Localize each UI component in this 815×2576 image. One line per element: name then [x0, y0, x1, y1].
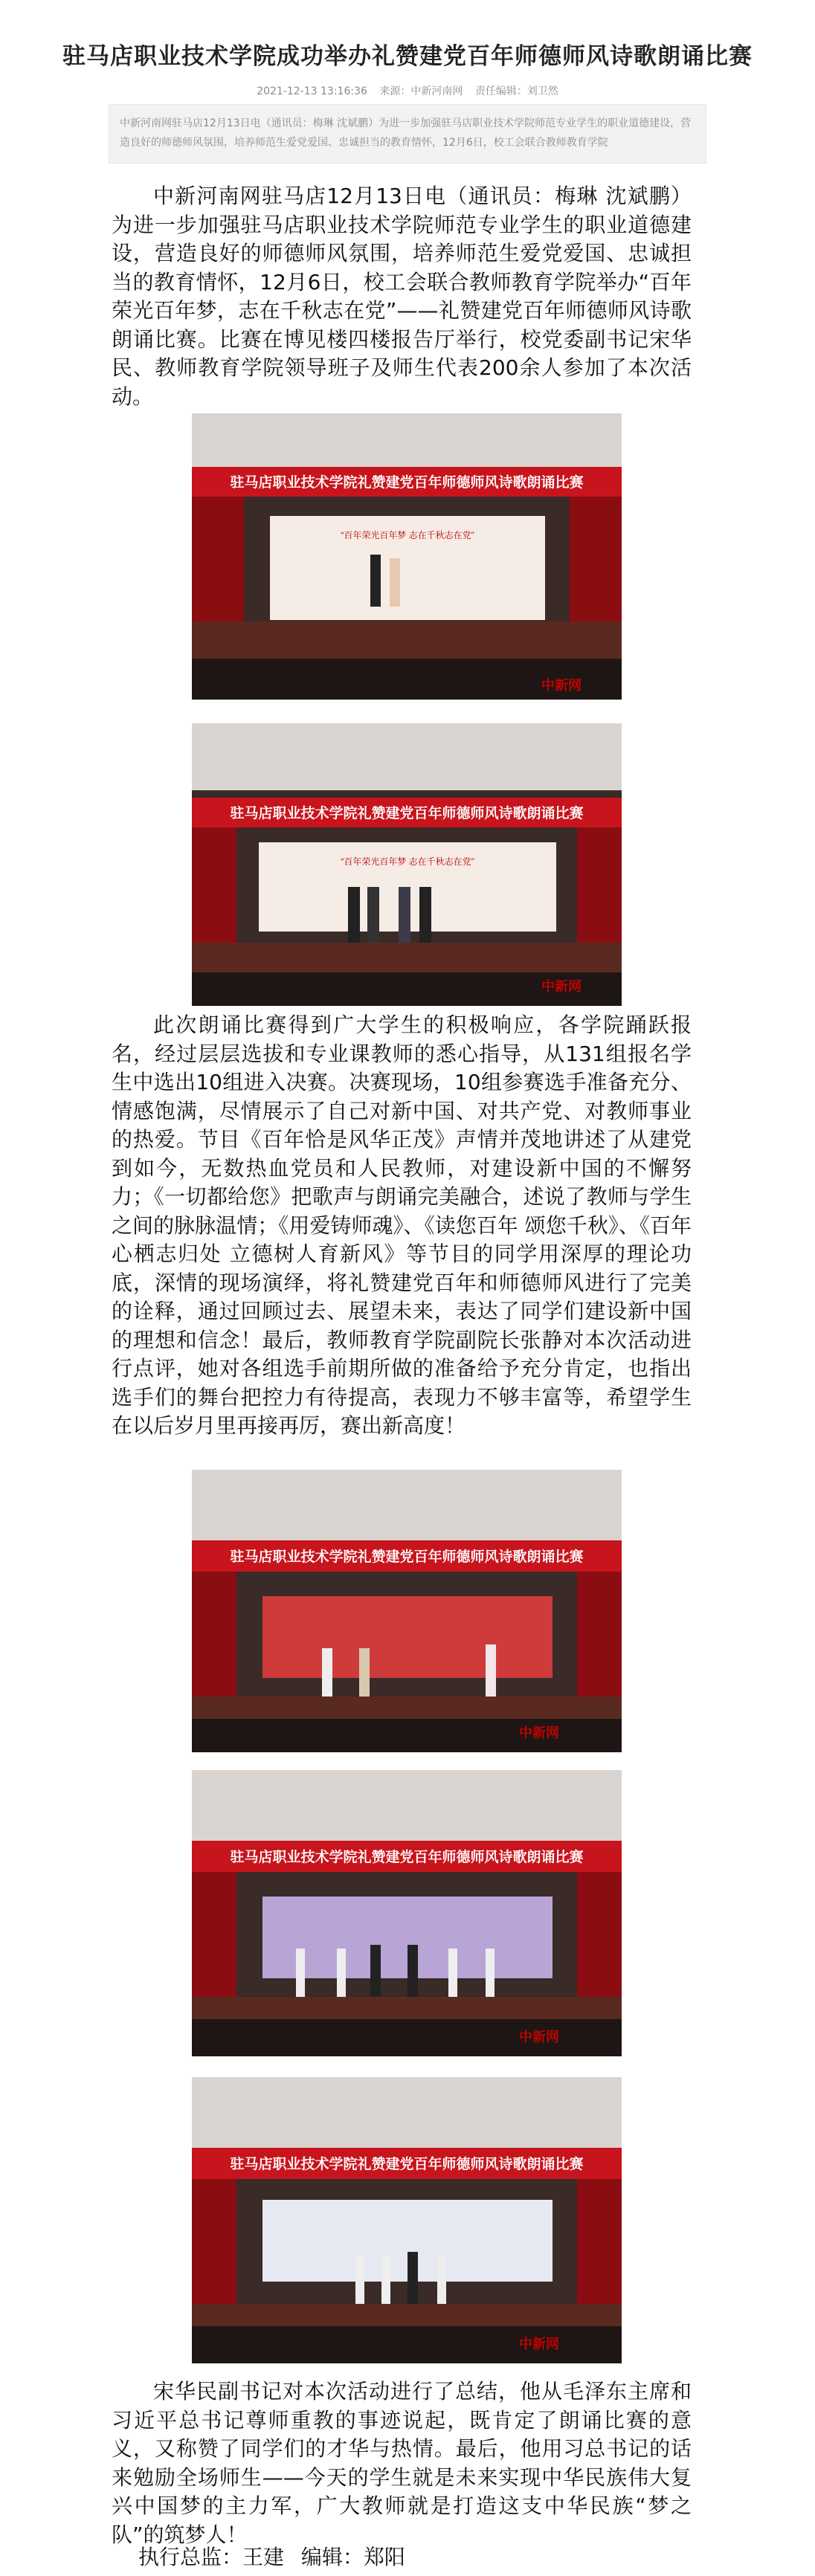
slide-text: “百年荣光百年梦 志在千秋志在党” [341, 856, 474, 867]
article-title: 驻马店职业技术学院成功举办礼赞建党百年师德师风诗歌朗诵比赛 [62, 43, 753, 70]
watermark: 中新网 [519, 2337, 559, 2352]
event-photo-3 [192, 1470, 622, 1752]
article-meta [0, 83, 815, 98]
chief-editor: 执行总监：王建 [138, 2545, 285, 2569]
watermark: 中新网 [519, 2030, 559, 2045]
performer [370, 555, 381, 607]
watermark: 中新网 [541, 979, 582, 995]
event-photo-5 [192, 2077, 622, 2363]
banner-text: 驻马店职业技术学院礼赞建党百年师德师风诗歌朗诵比赛 [230, 2157, 584, 2172]
paragraph-competition: 此次朗诵比赛得到广大学生的积极响应，各学院踊跃报名，经过层层选拔和专业课教师的悉心指导，从131组报名学生中选出10组进入决赛。决赛现场，10组参赛选手准备充分、情感饱满，尽情展示了自己对新中国、对共产党、对教师事业的热爱。节目《百年恰是风华正茂》声情并茂地讲述了从建党到如今，无数热血党员和人民教师，对建设新中国的不懈努力；《一切都给您》把歌声与朗诵完美融合，述说了教师与学生之间的脉脉温情；《用爱铸师魂》、《读您百年 颂您千秋》、《百年心栖志归处 立德树人育新风》等节目的同学用深厚的理论功底，深情的现场演绎，将礼赞建党百年和师德师风进行了完美的诠释，通过回顾过去、展望未来，表达了同学们建设新中国的理想和信念！最后，教师教育学院副院长张静对本次活动进行点评，她对各组选手前期所做的准备给予充分肯定，也指出选手们的舞台把控力有待提高，表现力不够丰富等，希望学生在以后岁月里再接再厉，赛出新高度！ [112, 1013, 692, 1438]
banner-text: 驻马店职业技术学院礼赞建党百年师德师风诗歌朗诵比赛 [230, 1850, 584, 1865]
watermark: 中新网 [541, 678, 582, 694]
page-editor: 编辑：郑阳 [300, 2545, 405, 2569]
event-photo-4 [192, 1770, 622, 2056]
performer [390, 558, 400, 607]
event-photo-1 [192, 413, 622, 700]
article-source: 来源：中新河南网 [379, 85, 463, 97]
paragraph-intro: 中新河南网驻马店12月13日电（通讯员：梅琳 沈斌鹏）为进一步加强驻马店职业技术学院师范专业学生的职业道德建设，营造良好的师德师风氛围，培养师范生爱党爱国、忠诚担当的教育情怀，12月6日，校工会联合教师教育学院举办“百年荣光百年梦，志在千秋志在党”——礼赞建党百年师德师风诗歌朗诵比赛。比赛在博见楼四楼报告厅举行，校党委副书记宋华民、教师教育学院领导班子及师生代表200余人参加了本次活动。 [112, 184, 692, 409]
paragraph-summary: 宋华民副书记对本次活动进行了总结，他从毛泽东主席和习近平总书记尊师重教的事迹说起，既肯定了朗诵比赛的意义，又称赞了同学们的才华与热情。最后，他用习总书记的话来勉励全场师生——今天的学生就是未来实现中华民族伟大复兴中国梦的主力军，广大教师就是打造这支中华民族“梦之队”的筑梦人！ [112, 2379, 692, 2547]
watermark: 中新网 [519, 1726, 559, 1741]
article-footer [138, 2541, 416, 2571]
banner-text: 驻马店职业技术学院礼赞建党百年师德师风诗歌朗诵比赛 [230, 475, 584, 491]
responsible-editor: 责任编辑：刘卫然 [474, 85, 558, 97]
banner-text: 驻马店职业技术学院礼赞建党百年师德师风诗歌朗诵比赛 [230, 1549, 584, 1565]
article-summary: 中新河南网驻马店12月13日电（通讯员：梅琳 沈斌鹏）为进一步加强驻马店职业技术学院师范专业学生的职业道德建设，营造良好的师德师风氛围，培养师范生爱党爱国、忠诚担当的教育情怀，12月6日，校工会联合教师教育学院 [109, 104, 706, 164]
publish-date: 2021-12-13 13:16:36 [257, 85, 367, 97]
banner-text: 驻马店职业技术学院礼赞建党百年师德师风诗歌朗诵比赛 [230, 806, 584, 821]
slide-text: “百年荣光百年梦 志在千秋志在党” [341, 530, 474, 540]
event-photo-2 [192, 723, 622, 1006]
